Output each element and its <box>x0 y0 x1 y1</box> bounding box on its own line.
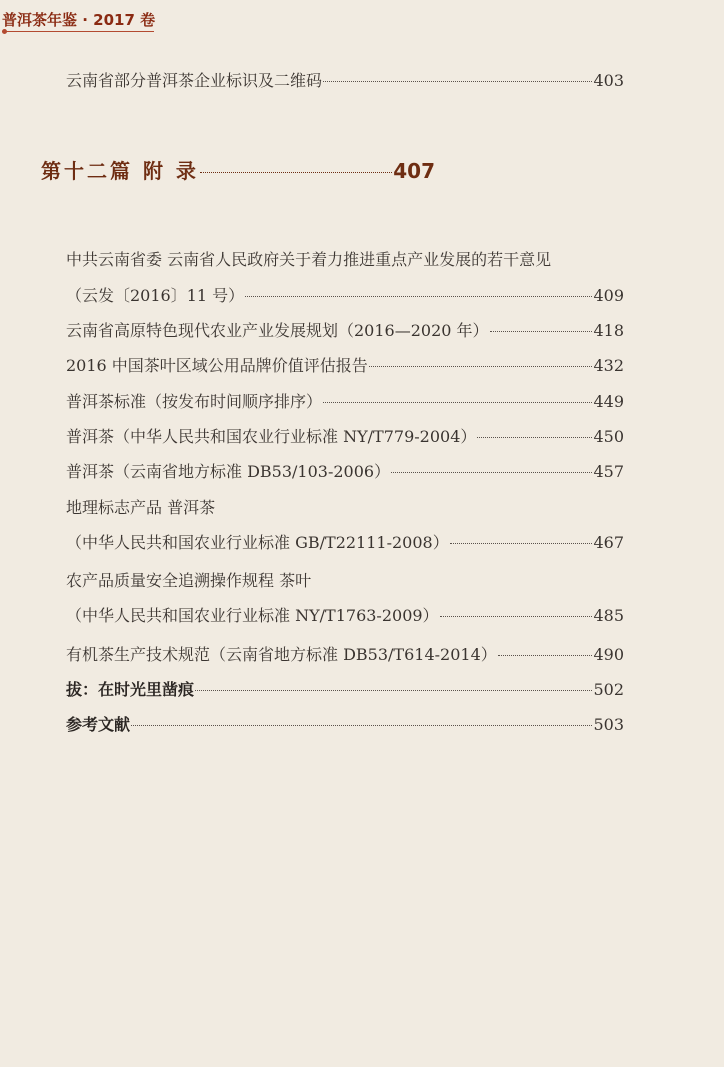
toc-entry-label: 有机茶生产技术规范（云南省地方标准 DB53/T614-2014） <box>66 645 497 664</box>
toc-entry-label: 中共云南省委 云南省人民政府关于着力推进重点产业发展的若干意见 <box>66 250 552 269</box>
toc-entry-page: 418 <box>593 321 624 340</box>
toc-entry[interactable] <box>66 570 624 592</box>
toc-entry-page: 467 <box>593 533 624 552</box>
part-heading-page: 407 <box>393 159 435 183</box>
toc-entry-page: 409 <box>593 286 624 305</box>
toc-entry[interactable] <box>66 714 624 736</box>
toc-entry-page: 457 <box>593 462 624 481</box>
running-header <box>2 9 154 33</box>
toc-entry-label: 普洱茶标准（按发布时间顺序排序） <box>66 392 323 411</box>
toc-entry-label: 拔：在时光里凿痕 <box>66 680 195 699</box>
toc-entry-page: 450 <box>593 427 624 446</box>
toc-entry[interactable] <box>66 320 624 342</box>
toc-entry[interactable] <box>66 391 624 413</box>
toc-entry[interactable] <box>66 532 624 554</box>
toc-entry-label: 云南省高原特色现代农业产业发展规划（2016—2020 年） <box>66 321 489 340</box>
toc-entry[interactable] <box>66 249 624 271</box>
toc-entry-label: 2016 中国茶叶区域公用品牌价值评估报告 <box>66 356 368 375</box>
part-heading[interactable] <box>41 157 435 185</box>
toc-entry[interactable] <box>66 70 624 92</box>
toc-entry[interactable] <box>66 461 624 483</box>
dot-leader <box>440 616 593 617</box>
toc-entry-page: 449 <box>593 392 624 411</box>
toc-entry-page: 432 <box>593 356 624 375</box>
dot-leader <box>477 437 592 438</box>
toc-entry[interactable] <box>66 497 624 519</box>
toc-entry[interactable] <box>66 644 624 666</box>
dot-leader <box>195 690 592 691</box>
header-dot <box>2 29 7 34</box>
toc-entry[interactable] <box>66 285 624 307</box>
toc-entry[interactable] <box>66 355 624 377</box>
dot-leader <box>498 655 593 656</box>
toc-entry-label: （云发〔2016〕11 号） <box>66 286 245 305</box>
toc-entry-label: 地理标志产品 普洱茶 <box>66 498 216 517</box>
toc-entry-page: 485 <box>593 606 624 625</box>
toc-entry[interactable] <box>66 426 624 448</box>
toc-entry[interactable] <box>66 679 624 701</box>
dot-leader <box>450 543 593 544</box>
toc-entry-label: 参考文献 <box>66 715 131 734</box>
toc-entry-page: 490 <box>593 645 624 664</box>
dot-leader <box>200 172 392 173</box>
toc-entry-label: 农产品质量安全追溯操作规程 茶叶 <box>66 571 312 590</box>
toc-entry-label: 普洱茶（中华人民共和国农业行业标准 NY/T779-2004） <box>66 427 477 446</box>
toc-entry-label: 云南省部分普洱茶企业标识及二维码 <box>66 71 323 90</box>
toc-entry-page: 502 <box>593 680 624 699</box>
part-heading-label: 第十二篇 附 录 <box>41 159 199 183</box>
toc-entry-page: 403 <box>593 71 624 90</box>
toc-entry-label: （中华人民共和国农业行业标准 GB/T22111-2008） <box>66 533 449 552</box>
running-title: 普洱茶年鉴 · 2017 卷 <box>2 11 156 29</box>
toc-entry-label: 普洱茶（云南省地方标准 DB53/103-2006） <box>66 462 391 481</box>
toc-entry-label: （中华人民共和国农业行业标准 NY/T1763-2009） <box>66 606 439 625</box>
dot-leader <box>131 725 592 726</box>
dot-leader <box>369 366 593 367</box>
toc-entry[interactable] <box>66 605 624 627</box>
dot-leader <box>323 402 592 403</box>
toc-entry-page: 503 <box>593 715 624 734</box>
dot-leader <box>391 472 592 473</box>
header-rule <box>2 31 154 32</box>
dot-leader <box>490 331 593 332</box>
dot-leader <box>323 81 592 82</box>
dot-leader <box>245 296 592 297</box>
